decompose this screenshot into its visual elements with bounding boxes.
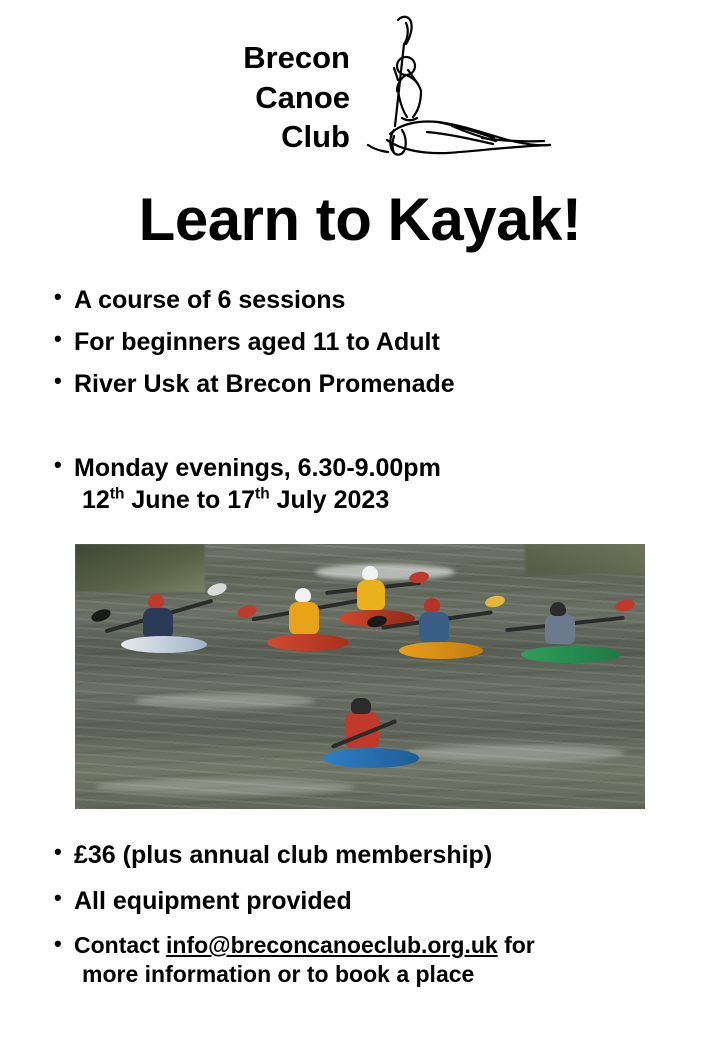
water-foam xyxy=(135,694,315,708)
helmet xyxy=(295,588,311,602)
kayaking-photo xyxy=(75,544,645,809)
club-name xyxy=(190,38,350,157)
kayaker-torso xyxy=(545,614,575,644)
contact-email-link[interactable]: info@breconcanoeclub.org.uk xyxy=(166,932,498,958)
page-title: Learn to Kayak! xyxy=(138,186,582,253)
contact-suffix: for xyxy=(497,932,535,958)
helmet xyxy=(362,566,378,580)
course-details-list xyxy=(52,284,720,400)
date-middle: June to 17 xyxy=(124,486,256,514)
river-bank-left xyxy=(75,544,205,592)
water-foam xyxy=(95,779,355,795)
schedule-time: Monday evenings, 6.30-9.00pm xyxy=(74,454,441,482)
kayaker-torso xyxy=(357,580,385,610)
club-name-line-3: Club xyxy=(281,119,350,155)
kayaker-torso xyxy=(289,602,319,634)
water-foam xyxy=(315,564,455,580)
schedule-dates xyxy=(74,484,720,516)
helmet xyxy=(351,698,371,714)
kayaker-torso xyxy=(419,612,449,642)
list-item: • River Usk at Brecon Promenade xyxy=(52,368,720,400)
list-item: • £36 (plus annual club membership) xyxy=(52,839,720,871)
date-end-suffix: th xyxy=(255,485,270,503)
water-foam xyxy=(405,744,625,762)
helmet xyxy=(148,594,164,608)
kayak xyxy=(323,748,419,768)
booking-info-list xyxy=(52,839,720,990)
kayak xyxy=(267,634,349,651)
club-name-line-1: Brecon xyxy=(243,40,350,75)
schedule-list xyxy=(52,452,720,516)
kayaker-torso xyxy=(143,608,173,638)
list-item: • All equipment provided xyxy=(52,885,720,917)
kayak xyxy=(399,642,483,659)
contact-line-2: more information or to book a place xyxy=(82,961,475,988)
date-start-day: 12 xyxy=(82,486,110,514)
list-item: • For beginners aged 11 to Adult xyxy=(52,326,720,358)
helmet xyxy=(424,598,440,612)
poster xyxy=(0,14,720,1054)
schedule-item xyxy=(52,452,720,516)
date-start-suffix: th xyxy=(109,485,125,503)
date-end: July 2023 xyxy=(269,486,390,514)
river-bank-right xyxy=(525,544,645,574)
helmet xyxy=(550,602,566,616)
kayak xyxy=(521,646,621,663)
canoeist-line-drawing-icon xyxy=(332,14,562,179)
contact-item xyxy=(52,931,720,990)
club-name-line-2: Canoe xyxy=(255,79,350,115)
list-item: • A course of 6 sessions xyxy=(52,284,720,316)
contact-prefix: Contact xyxy=(74,932,166,958)
club-logo xyxy=(0,14,720,184)
kayak xyxy=(121,636,207,653)
